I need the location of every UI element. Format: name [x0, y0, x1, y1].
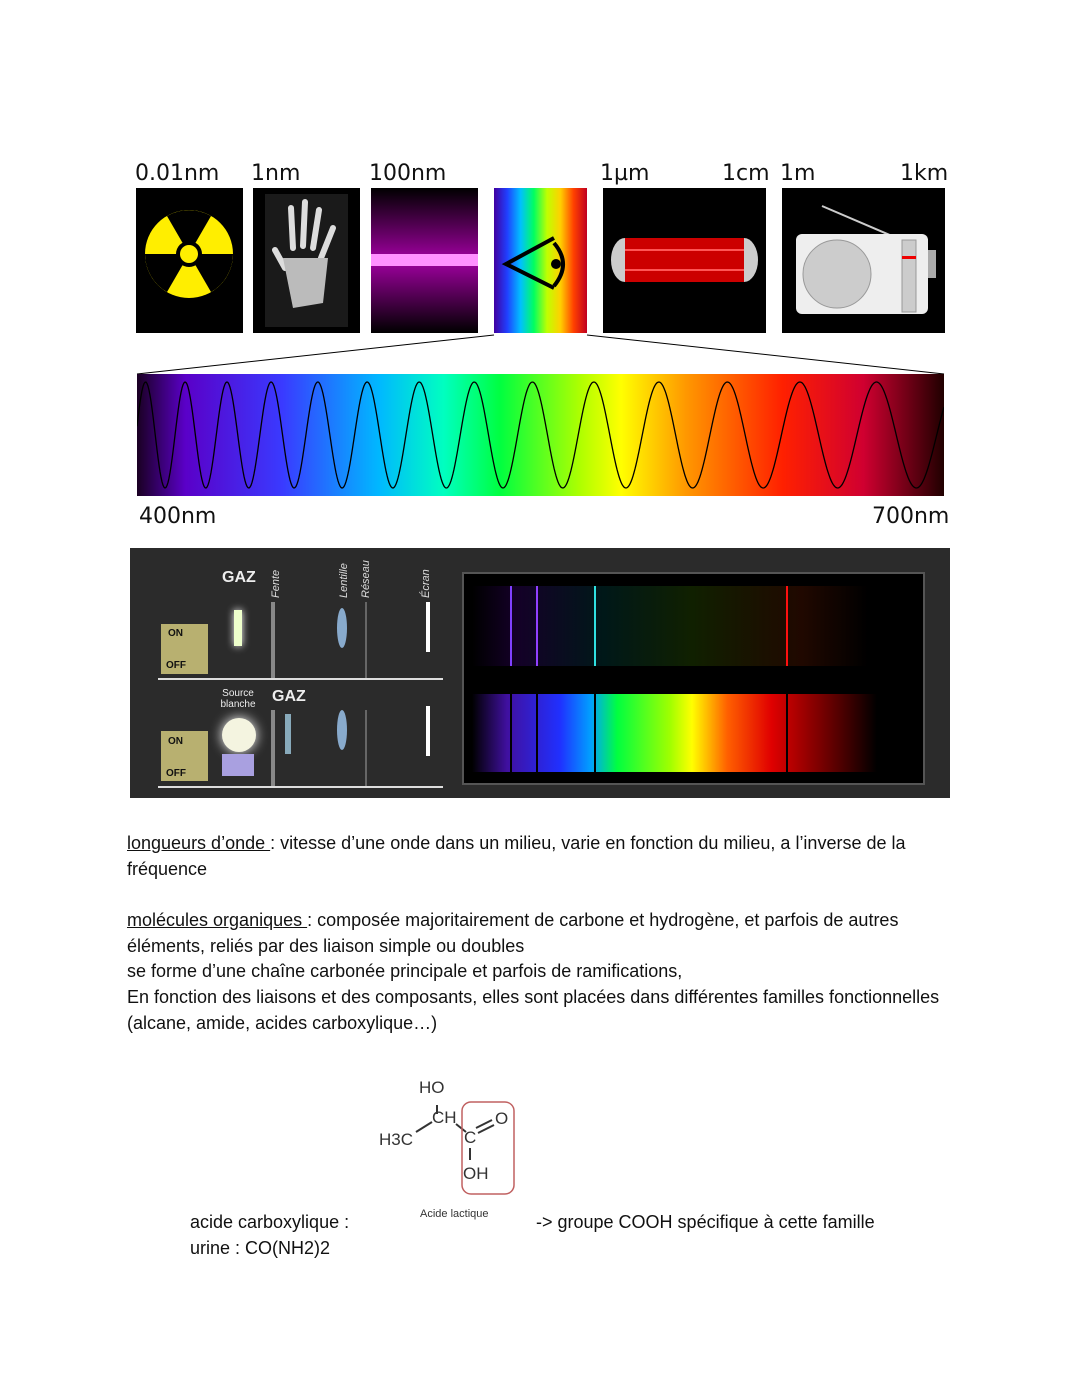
gas-lamp: [234, 610, 242, 646]
scale-label: 1nm: [251, 161, 301, 186]
slit-label: Fente: [270, 569, 282, 598]
on-label: ON: [168, 736, 183, 747]
scale-label: 1m: [780, 161, 816, 186]
gas-label: GAZ: [222, 569, 256, 586]
screen-label: Écran: [420, 569, 432, 598]
slit: [271, 710, 275, 786]
grating: [365, 602, 367, 678]
slit: [271, 602, 275, 678]
screen: [426, 706, 430, 756]
molecule-caption: Acide lactique: [420, 1208, 489, 1220]
gas-label: GAZ: [272, 688, 306, 705]
off-label: OFF: [166, 768, 186, 779]
oh-label: OH: [463, 1164, 489, 1183]
grating-label: Réseau: [360, 560, 372, 598]
paragraph-organic: [127, 908, 957, 1037]
paragraph-wavelength: [127, 831, 957, 882]
o-label: O: [495, 1109, 509, 1128]
text-line: En fonction des liaisons et des composants, elles sont placées dans différentes familles fonctionnelles (alcane, amide, acides carboxylique…): [127, 987, 940, 1033]
screen: [426, 602, 430, 652]
lens-label: Lentille: [338, 563, 350, 598]
term-organic: molécules organiques: [127, 910, 308, 930]
visible-spectrum-band: [137, 374, 944, 496]
gas-tube: [285, 714, 291, 754]
definition: : vitesse d’une onde dans un milieu, varie en fonction du milieu, a l’inverse de la fréquence: [127, 833, 906, 879]
visible-min-label: 400nm: [139, 504, 217, 529]
zoom-lines: [0, 0, 1080, 380]
scale-label: 1km: [900, 161, 949, 186]
definition: : composée majoritairement de carbone et hydrogène, et parfois de autres éléments, reliés par des liaison simple ou doubles: [127, 910, 899, 956]
on-label: ON: [168, 628, 183, 639]
acid-notes: [190, 1210, 490, 1261]
emission-spectrum: [472, 586, 912, 666]
scale-label: 0.01nm: [135, 161, 220, 186]
group-note: -> groupe COOH spécifique à cette famille: [536, 1212, 875, 1232]
scale-label: 1µm: [600, 161, 650, 186]
off-label: OFF: [166, 660, 186, 671]
wave-curve: [137, 374, 944, 496]
ho-label: HO: [419, 1078, 445, 1097]
lactic-acid-structure: [376, 1076, 526, 1226]
bulb-base: [222, 754, 254, 776]
scale-label: 100nm: [369, 161, 447, 186]
lens: [337, 710, 347, 750]
wave-path: [137, 382, 944, 488]
urine-formula: urine : CO(NH2)2: [190, 1237, 331, 1258]
lens: [337, 608, 347, 648]
white-source-label: Source blanche: [220, 688, 256, 710]
visible-max-label: 700nm: [872, 504, 950, 529]
ch-label: CH: [432, 1108, 457, 1127]
acid-label: acide carboxylique :: [190, 1212, 350, 1232]
c-label: C: [464, 1128, 477, 1147]
grating: [365, 710, 367, 786]
white-bulb: [222, 718, 256, 752]
text-line: se forme d’une chaîne carbonée principale et parfois de ramifications,: [127, 961, 683, 982]
term-wavelength: longueurs d’onde: [127, 833, 271, 853]
scale-label: 1cm: [722, 161, 770, 186]
h3c-label: H3C: [379, 1130, 414, 1149]
spectrum-screen: [462, 572, 925, 785]
absorption-spectrum: [472, 694, 912, 772]
